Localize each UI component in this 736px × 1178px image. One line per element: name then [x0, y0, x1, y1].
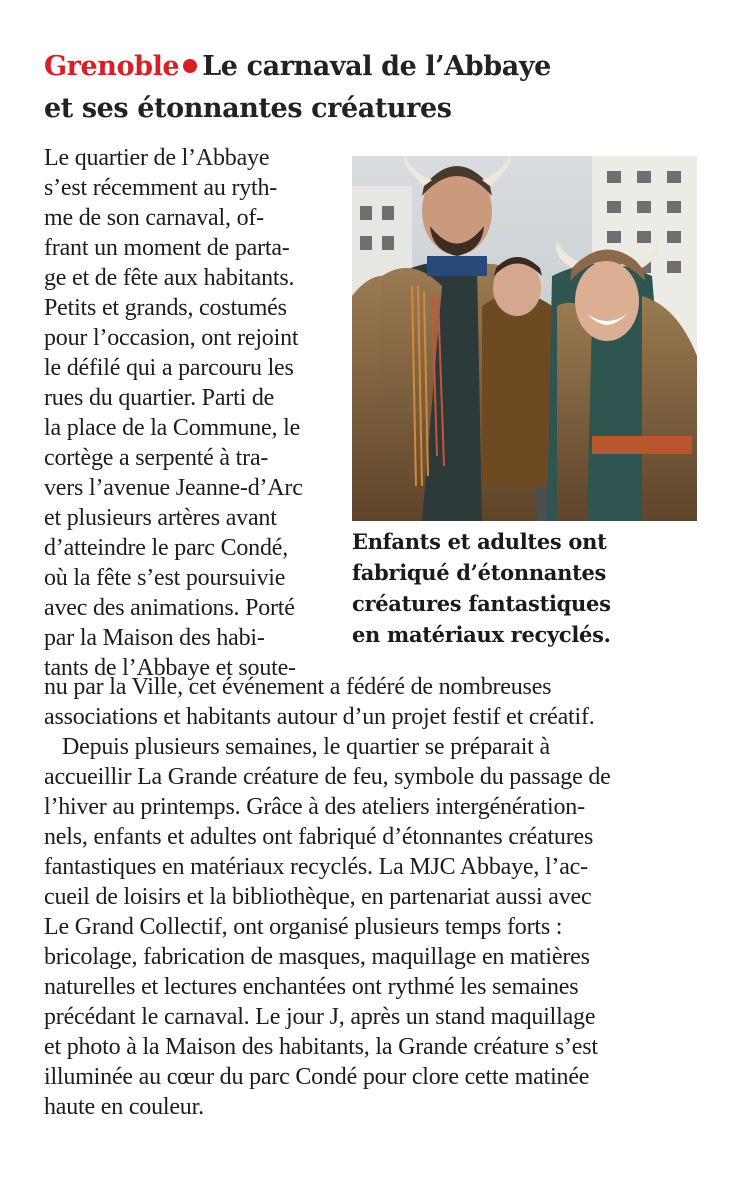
text-line: par la Maison des habi- [44, 625, 265, 651]
article-column-text [44, 143, 340, 683]
text-line: d’atteindre le parc Condé, [44, 535, 289, 561]
text-line: le défilé qui a parcouru les [44, 355, 294, 381]
text-line: s’est récemment au ryth- [44, 175, 278, 201]
text-line: où la fête s’est poursuivie [44, 565, 286, 591]
text-line: et plusieurs artères avant [44, 505, 277, 531]
text-line: Le quartier de l’Abbaye [44, 145, 270, 171]
text-line: nu par la Ville, cet événement a fédéré de nombreuses [44, 674, 552, 700]
bullet-dot-icon [183, 59, 197, 73]
text-line: précédant le carnaval. Le jour J, après un stand maquillage [44, 1004, 596, 1030]
article-wide-text [44, 672, 712, 1122]
text-line: avec des animations. Porté [44, 595, 295, 621]
headline-place: Grenoble [44, 51, 180, 82]
text-line: bricolage, fabrication de masques, maquillage en matières [44, 944, 590, 970]
text-line: fantastiques en matériaux recyclés. La MJC Abbaye, l’ac- [44, 854, 588, 880]
text-line: Petits et grands, costumés [44, 295, 287, 321]
text-line: haute en couleur. [44, 1094, 204, 1120]
text-line: cueil de loisirs et la bibliothèque, en partenariat aussi avec [44, 884, 592, 910]
caption-line: Enfants et adultes ont [352, 529, 607, 554]
text-line: frant un moment de parta- [44, 235, 290, 261]
photo-caption [352, 526, 712, 650]
text-line: illuminée au cœur du parc Condé pour clore cette matinée [44, 1064, 590, 1090]
carnival-photo [352, 156, 697, 521]
caption-line: en matériaux recyclés. [352, 622, 611, 647]
text-line: et photo à la Maison des habitants, la Grande créature s’est [44, 1034, 598, 1060]
paragraph-start-line: Depuis plusieurs semaines, le quartier se préparait à [62, 734, 550, 760]
text-line: tants de l’Abbaye et soute- [44, 655, 296, 681]
text-line: naturelles et lectures enchantées ont rythmé les semaines [44, 974, 579, 1000]
text-line: Le Grand Collectif, ont organisé plusieurs temps forts : [44, 914, 563, 940]
text-line: cortège a serpenté à tra- [44, 445, 269, 471]
text-line: associations et habitants autour d’un projet festif et créatif. [44, 704, 595, 730]
text-line: rues du quartier. Parti de [44, 385, 275, 411]
text-line: vers l’avenue Jeanne-d’Arc [44, 475, 303, 501]
text-line: ge et de fête aux habitants. [44, 265, 295, 291]
headline-title-part2: et ses étonnantes créatures [44, 93, 452, 124]
text-line: me de son carnaval, of- [44, 205, 264, 231]
text-line: nels, enfants et adultes ont fabriqué d’étonnantes créatures [44, 824, 594, 850]
caption-line: créatures fantastiques [352, 591, 611, 616]
text-line: l’hiver au printemps. Grâce à des ateliers intergénération- [44, 794, 585, 820]
text-line: la place de la Commune, le [44, 415, 301, 441]
text-line: pour l’occasion, ont rejoint [44, 325, 299, 351]
headline-title-part1: Le carnaval de l’Abbaye [202, 51, 551, 82]
caption-line: fabriqué d’étonnantes [352, 560, 607, 585]
text-line: accueillir La Grande créature de feu, symbole du passage de [44, 764, 611, 790]
headline [44, 46, 704, 130]
